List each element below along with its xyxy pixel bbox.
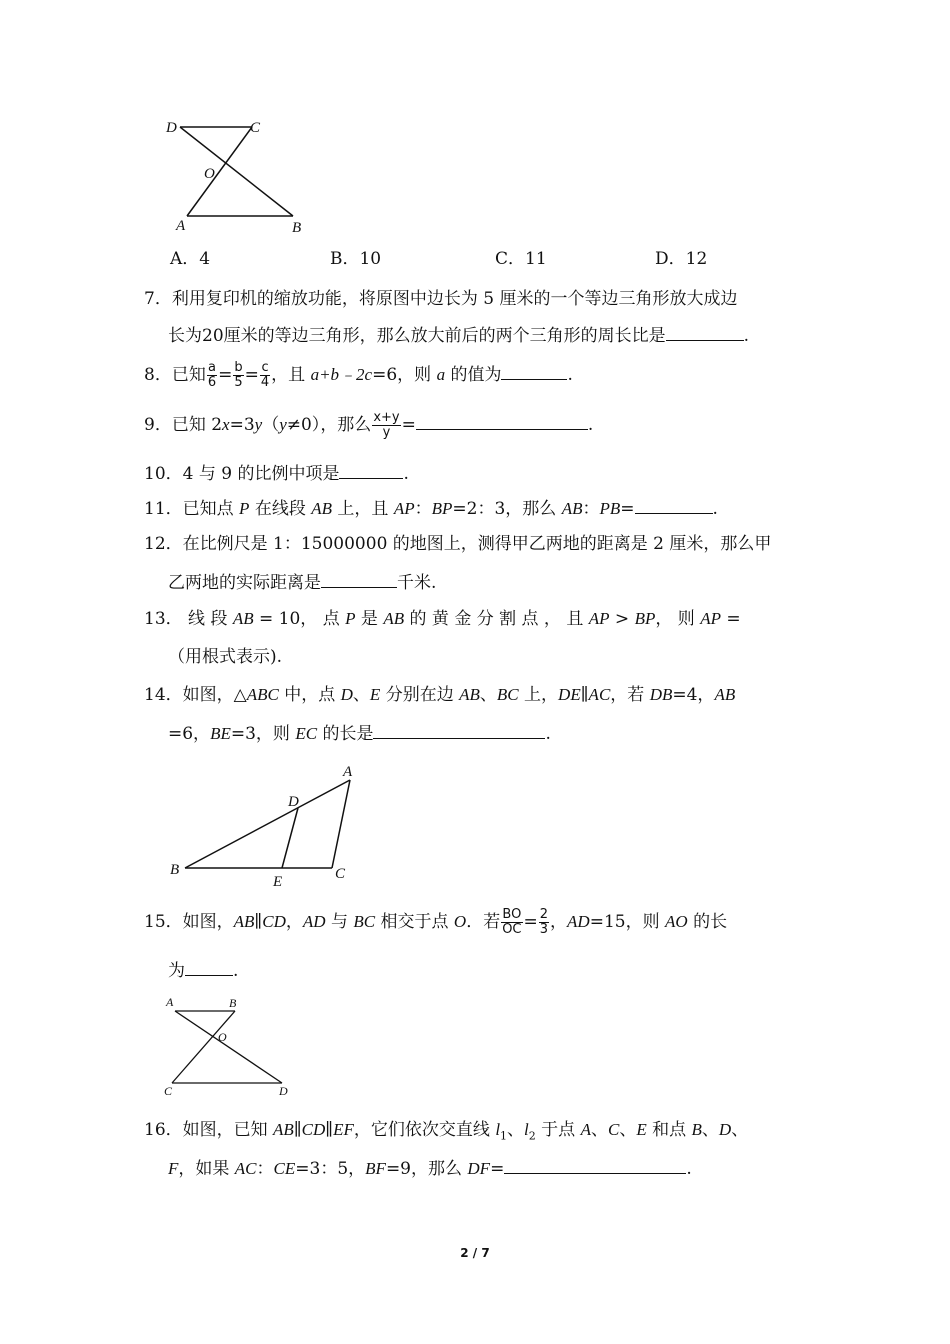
q16-text: 16．如图，已知	[144, 1120, 274, 1140]
q14-text: 上，	[518, 685, 559, 705]
q13-text: ， 则	[655, 609, 701, 629]
var: PB	[599, 499, 621, 518]
question-13-line2: （用根式表示).	[168, 647, 283, 667]
q15-text: =15，则	[589, 912, 665, 932]
label-c: C	[250, 120, 261, 136]
question-11	[144, 495, 718, 521]
fraction-c-4	[260, 361, 270, 390]
var-y: y	[254, 415, 263, 434]
question-7-line1: 7．利用复印机的缩放功能，将原图中边长为 5 厘米的一个等边三角形放大成边	[144, 289, 738, 309]
q15-text: ．若	[466, 912, 501, 932]
q16-text: 、	[731, 1120, 749, 1140]
question-15-line1	[144, 908, 727, 937]
var: E	[369, 685, 381, 704]
label-c: C	[335, 866, 346, 882]
q11-period: .	[712, 499, 718, 519]
q15-text: 与	[325, 912, 354, 932]
label-o: O	[204, 166, 215, 182]
q14-text: =4，	[672, 685, 715, 705]
q14-text: ，若	[610, 685, 650, 705]
question-12-line1: 12．在比例尺是 1：15000000 的地图上，测得甲乙两地的距离是 2 厘米，那么甲	[144, 534, 772, 554]
q14-text: 的长是	[317, 724, 374, 744]
num: c	[261, 360, 269, 375]
var: ABC	[246, 685, 279, 704]
q9-period: .	[587, 415, 594, 435]
q12-text: 乙两地的实际距离是	[168, 573, 321, 593]
label-b: B	[292, 220, 302, 236]
question-16-line1	[144, 1118, 748, 1148]
answer-blank[interactable]	[501, 361, 567, 380]
q8-text: =6，则	[372, 365, 437, 385]
var: BE	[210, 724, 231, 743]
var: AP	[700, 609, 721, 628]
q14-text: =3，则	[230, 724, 296, 744]
var-y: y	[279, 415, 287, 434]
var: C	[607, 1120, 620, 1139]
q9-text: ≠0）	[286, 415, 321, 435]
fraction-2-3	[539, 908, 549, 937]
q11-text: ：	[414, 499, 432, 519]
q16-period: .	[686, 1159, 692, 1179]
q8-var: a	[436, 365, 446, 384]
q16-text: =3：5，	[295, 1159, 366, 1179]
q7-text: 长为20厘米的等边三角形，那么放大前后的两个三角形的周长比是	[168, 326, 666, 346]
var: O	[453, 912, 467, 931]
q10-period: .	[403, 464, 409, 484]
var: F	[168, 1159, 179, 1178]
question-14-line2	[168, 720, 551, 746]
q9-text: =3	[229, 415, 255, 435]
var: l	[524, 1120, 529, 1139]
var: D	[340, 685, 353, 704]
num: BO	[502, 907, 522, 922]
q14-period: .	[545, 724, 551, 744]
q9-text: （	[262, 415, 280, 435]
q11-text: 在线段	[249, 499, 312, 519]
den: 5	[234, 375, 243, 390]
question-9	[144, 411, 593, 440]
q13-text: =	[720, 609, 741, 629]
var: P	[239, 499, 250, 518]
q13-text: >	[609, 609, 635, 629]
q16-text: 和点	[646, 1120, 692, 1140]
q16-text: =	[490, 1159, 505, 1179]
q16-text: ：	[256, 1159, 274, 1179]
var: D	[718, 1120, 732, 1139]
page-number: 2 / 7	[460, 1246, 490, 1260]
figure-q14	[160, 760, 370, 890]
var-x: x	[222, 415, 230, 434]
question-13-line1	[144, 607, 741, 631]
label-d: D	[288, 794, 299, 810]
q13-text: 的 黄 金 分 割 点 ， 且	[404, 609, 589, 629]
var: AD	[567, 912, 590, 931]
q8-text: 的值为	[445, 365, 502, 385]
q16-text: =9，那么	[385, 1159, 468, 1179]
segment-de	[282, 808, 298, 868]
den: 3	[539, 922, 549, 937]
q13-text: 是	[355, 609, 384, 629]
var: DF	[467, 1159, 491, 1178]
q15-text: 的长	[687, 912, 728, 932]
label-b: B	[170, 862, 180, 878]
figure-q6	[160, 112, 310, 240]
num: b	[234, 360, 243, 375]
q16-text: ，如果	[178, 1159, 235, 1179]
q15-text: ，	[285, 912, 303, 932]
question-10	[144, 460, 409, 486]
var: AB	[714, 685, 736, 704]
segment-ac	[332, 780, 350, 868]
answer-blank[interactable]	[185, 957, 233, 976]
q16-text: ，它们依次交直线	[353, 1120, 496, 1140]
q15-text: 15．如图，	[144, 912, 234, 932]
q14-text: 14．如图，△	[144, 685, 247, 705]
label-e: E	[273, 874, 283, 890]
var: BC	[353, 912, 376, 931]
q13-text: = 10， 点	[253, 609, 346, 629]
fraction-bo-oc	[501, 908, 522, 937]
var: BP	[431, 499, 453, 518]
equals: =	[401, 415, 416, 435]
question-12-line2	[168, 569, 436, 595]
q11-text: =	[620, 499, 635, 519]
q14-text: 、	[352, 685, 370, 705]
q8-expr: a+b﹣2c	[310, 365, 373, 384]
var: BF	[365, 1159, 386, 1178]
var: AB	[383, 609, 405, 628]
num: 2	[539, 907, 549, 922]
q8-pre: 8．已知	[144, 365, 206, 385]
answer-blank[interactable]	[321, 569, 397, 588]
den: 4	[260, 375, 270, 390]
q14-text: =6，	[168, 724, 211, 744]
var: EC	[295, 724, 318, 743]
var: DE∥AC	[558, 685, 611, 704]
option-b: B．10	[330, 249, 382, 269]
q8-period: .	[567, 365, 573, 385]
label-a: A	[166, 995, 174, 1009]
var: AB∥CD	[233, 912, 286, 931]
segment-ad	[175, 1011, 282, 1083]
den: y	[382, 425, 391, 440]
num: x+y	[373, 410, 400, 425]
fraction-b-5	[233, 361, 243, 390]
q14-text: 、	[479, 685, 497, 705]
answer-blank[interactable]	[666, 322, 744, 341]
fraction-xy-y	[372, 411, 400, 440]
subscript: 1	[500, 1129, 508, 1143]
q8-text: ，且	[271, 365, 311, 385]
q15-period: .	[233, 961, 239, 981]
equals: =	[523, 912, 538, 932]
q16-text: 、	[619, 1120, 637, 1140]
segment-bc	[172, 1011, 235, 1083]
var: AB	[561, 499, 583, 518]
label-d: D	[279, 1084, 288, 1098]
question-8	[144, 361, 573, 390]
var: P	[345, 609, 356, 628]
answer-blank[interactable]	[339, 460, 403, 479]
q9-text: 9．已知 2	[144, 415, 223, 435]
label-b: B	[229, 996, 237, 1010]
var: AD	[302, 912, 326, 931]
var: AP	[393, 499, 415, 518]
var: AB	[232, 609, 254, 628]
label-a: A	[343, 764, 353, 780]
q9-text: ，那么	[320, 415, 372, 435]
q14-text: 中，点	[278, 685, 341, 705]
question-7-line2	[168, 322, 749, 348]
q16-text: 、	[590, 1120, 608, 1140]
question-15-line2	[168, 957, 238, 983]
var: E	[636, 1120, 647, 1139]
num: a	[207, 360, 216, 375]
q11-text: 上，且	[332, 499, 394, 519]
var: AP	[588, 609, 610, 628]
q16-text: 、	[701, 1120, 719, 1140]
var: l	[495, 1120, 501, 1139]
var: AB	[311, 499, 333, 518]
answer-blank[interactable]	[373, 720, 545, 739]
option-a: A．4	[170, 249, 211, 269]
label-c: C	[164, 1084, 173, 1098]
option-c: C．11	[495, 249, 547, 269]
segment-ba	[185, 780, 350, 868]
answer-blank[interactable]	[635, 495, 713, 514]
q15-text: 相交于点	[375, 912, 454, 932]
var: DB	[649, 685, 673, 704]
var: AO	[665, 912, 688, 931]
var: AC	[234, 1159, 257, 1178]
den: 6	[207, 375, 217, 390]
label-o: O	[218, 1030, 227, 1044]
label-a: A	[176, 218, 186, 234]
q10-text: 10．4 与 9 的比例中项是	[144, 464, 340, 484]
var: B	[691, 1120, 702, 1139]
q12-unit: 千米.	[397, 573, 437, 593]
q11-text: 11．已知点	[144, 499, 240, 519]
q7-period: .	[743, 326, 750, 346]
q16-text: 于点	[535, 1120, 581, 1140]
question-16-line2	[168, 1155, 692, 1181]
q15-text: 为	[168, 961, 185, 981]
var: CE	[273, 1159, 296, 1178]
equals: =	[244, 365, 259, 385]
subscript: 2	[528, 1129, 536, 1143]
var: AB	[459, 685, 480, 704]
answer-blank[interactable]	[416, 411, 588, 430]
var: A	[580, 1120, 591, 1139]
equals: =	[218, 365, 233, 385]
fraction-a-6	[207, 361, 217, 390]
label-d: D	[166, 120, 177, 136]
q16-text: 、	[507, 1120, 525, 1140]
q11-text: =2：3，那么	[452, 499, 562, 519]
answer-blank[interactable]	[504, 1155, 686, 1174]
den: OC	[502, 922, 522, 937]
var: BC	[496, 685, 519, 704]
var: AB∥CD∥EF	[273, 1120, 354, 1139]
q11-text: ：	[582, 499, 600, 519]
var: BP	[634, 609, 656, 628]
q14-text: 分别在边	[380, 685, 460, 705]
q13-text: 13． 线 段	[144, 609, 233, 629]
q15-text: ，	[550, 912, 568, 932]
figure-q15	[160, 990, 300, 1100]
question-14-line1	[144, 683, 735, 707]
option-d: D．12	[655, 249, 708, 269]
